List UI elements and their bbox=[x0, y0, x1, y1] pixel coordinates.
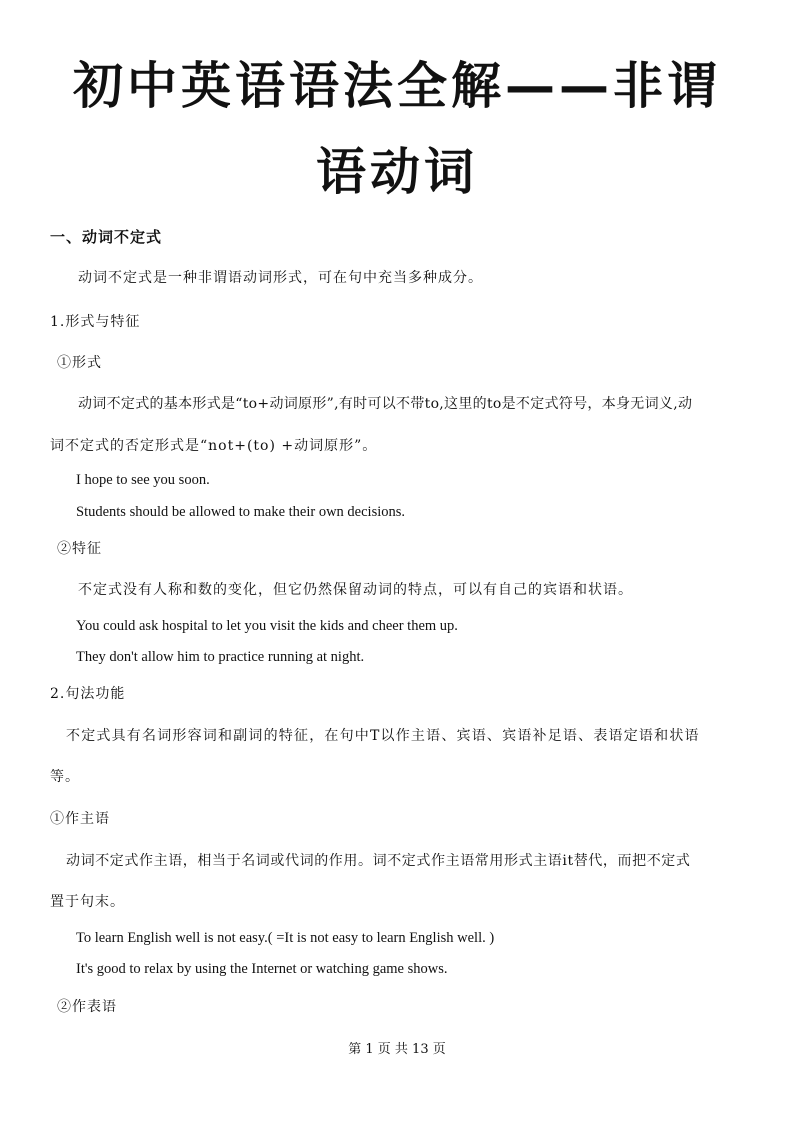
example-sentence: Students should be allowed to make their own decisions. bbox=[76, 504, 406, 520]
form-paragraph-line2: 词不定式的否定形式是“not+(to) +动词原形”。 bbox=[50, 438, 378, 454]
example-sentence: I hope to see you soon. bbox=[76, 472, 210, 488]
intro-paragraph: 动词不定式是一种非谓语动词形式，可在句中充当多种成分。 bbox=[78, 270, 483, 286]
page-number-footer: 第 1 页 共 13 页 bbox=[348, 1042, 446, 1057]
form-paragraph-line1: 动词不定式的基本形式是“to+动词原形”,有时可以不带to,这里的to是不定式符号，本身无词义,动 bbox=[78, 396, 693, 412]
item-heading-subject: ①作主语 bbox=[50, 811, 110, 827]
document-title-line1: 初中英语语法全解——非谓 bbox=[73, 57, 721, 115]
function-paragraph-line2: 等。 bbox=[50, 769, 80, 785]
section-heading-infinitive: 一、动词不定式 bbox=[50, 228, 163, 246]
subheading-form-features: 1.形式与特征 bbox=[50, 314, 141, 330]
item-heading-form: ①形式 bbox=[57, 355, 102, 371]
example-sentence: You could ask hospital to let you visit the kids and cheer them up. bbox=[76, 618, 458, 634]
function-paragraph-line1: 不定式具有名词形容词和副词的特征，在句中T以作主语、宾语、宾语补足语、表语定语和状语 bbox=[66, 728, 700, 744]
item-heading-predicative: ②作表语 bbox=[57, 999, 117, 1015]
features-paragraph: 不定式没有人称和数的变化，但它仍然保留动词的特点，可以有自己的宾语和状语。 bbox=[78, 582, 633, 598]
example-sentence: They don't allow him to practice running at night. bbox=[76, 649, 365, 665]
example-sentence: To learn English well is not easy.( =It is not easy to learn English well. ) bbox=[76, 930, 495, 946]
example-sentence: It's good to relax by using the Internet or watching game shows. bbox=[76, 961, 448, 977]
subject-paragraph-line2: 置于句末。 bbox=[50, 894, 125, 910]
subheading-syntactic-function: 2.句法功能 bbox=[50, 686, 126, 702]
item-heading-features: ②特征 bbox=[57, 541, 102, 557]
subject-paragraph-line1: 动词不定式作主语，相当于名词或代词的作用。词不定式作主语常用形式主语it替代，而把不定式 bbox=[66, 853, 691, 869]
document-title-line2: 语动词 bbox=[316, 143, 478, 201]
